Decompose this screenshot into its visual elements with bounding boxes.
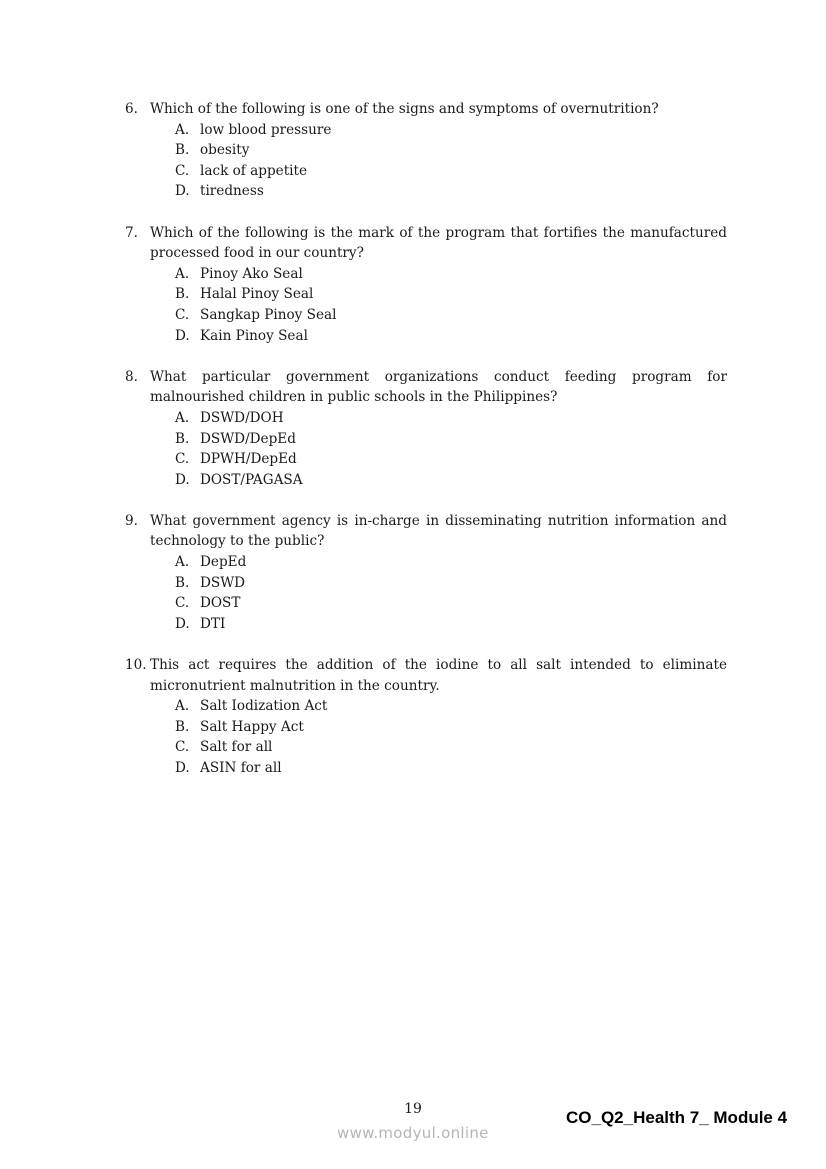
- question-number: 7.: [125, 224, 138, 241]
- option-letter: A.: [175, 554, 190, 571]
- option-letter: B.: [175, 574, 190, 591]
- option-text: DepEd: [200, 554, 247, 571]
- question-stem: [125, 511, 727, 552]
- option-letter: C.: [175, 739, 190, 756]
- question-stem: [125, 367, 727, 408]
- question-7: [125, 223, 727, 347]
- page-number: 19: [404, 1101, 422, 1117]
- question-list: [125, 99, 727, 799]
- option-text: DPWH/DepEd: [200, 451, 297, 468]
- answer-option: [125, 305, 727, 326]
- option-letter: C.: [175, 306, 190, 323]
- question-stem: [125, 223, 727, 264]
- question-text: Which of the following is one of the signs and symptoms of overnutrition?: [150, 101, 659, 117]
- question-text: This act requires the addition of the iodine to all salt intended to eliminate micronutrient malnutrition in the country.: [150, 657, 727, 694]
- option-text: DSWD/DOH: [200, 409, 284, 426]
- option-text: Sangkap Pinoy Seal: [200, 306, 337, 323]
- answer-option: [125, 284, 727, 305]
- option-letter: D.: [175, 760, 190, 776]
- question-text: Which of the following is the mark of the program that fortifies the manufactured processed food in our country?: [150, 224, 727, 262]
- option-letter: A.: [175, 698, 190, 715]
- answer-option: [125, 758, 727, 779]
- answer-option: [125, 120, 727, 141]
- option-text: DSWD: [200, 574, 246, 591]
- question-9: [125, 511, 727, 635]
- answer-option: [125, 181, 727, 202]
- answer-option: [125, 140, 727, 161]
- option-letter: B.: [175, 286, 190, 303]
- answer-option: [125, 573, 727, 594]
- question-stem: [125, 99, 727, 120]
- option-letter: D.: [175, 183, 190, 200]
- option-text: DOST: [200, 595, 241, 612]
- answer-option: [125, 614, 727, 635]
- option-text: lack of appetite: [200, 162, 308, 179]
- option-text: Salt Iodization Act: [200, 698, 328, 715]
- question-text: What government agency is in-charge in disseminating nutrition information and technology to the public?: [150, 512, 727, 550]
- question-6: [125, 99, 727, 202]
- option-text: Halal Pinoy Seal: [200, 286, 314, 303]
- option-text: tiredness: [200, 183, 264, 200]
- option-text: low blood pressure: [200, 121, 332, 138]
- option-letter: A.: [175, 121, 190, 138]
- answer-option: [125, 696, 727, 717]
- option-text: Pinoy Ako Seal: [200, 265, 303, 282]
- option-letter: C.: [175, 162, 190, 179]
- option-text: Salt Happy Act: [200, 718, 304, 735]
- option-text: Kain Pinoy Seal: [200, 327, 308, 344]
- option-text: Salt for all: [200, 739, 273, 756]
- option-text: DOST/PAGASA: [200, 471, 303, 488]
- question-number: 9.: [125, 512, 138, 529]
- option-letter: A.: [175, 265, 190, 282]
- answer-option: [125, 737, 727, 758]
- question-number: 6.: [125, 101, 138, 117]
- option-text: obesity: [200, 142, 250, 159]
- option-letter: B.: [175, 430, 190, 447]
- option-text: ASIN for all: [200, 760, 282, 776]
- answer-option: [125, 429, 727, 450]
- watermark: www.modyul.online: [337, 1124, 489, 1142]
- answer-option: [125, 449, 727, 470]
- question-text: What particular government organizations conduct feeding program for malnourished children in public schools in the Philippines?: [150, 368, 727, 406]
- option-letter: C.: [175, 451, 190, 468]
- option-letter: B.: [175, 718, 190, 735]
- option-letter: D.: [175, 327, 190, 344]
- answer-option: [125, 408, 727, 429]
- answer-option: [125, 470, 727, 491]
- option-letter: A.: [175, 409, 190, 426]
- answer-option: [125, 161, 727, 182]
- question-8: [125, 367, 727, 491]
- option-text: DTI: [200, 615, 226, 632]
- answer-option: [125, 552, 727, 573]
- answer-option: [125, 264, 727, 285]
- question-number: 8.: [125, 368, 138, 385]
- answer-option: [125, 593, 727, 614]
- option-text: DSWD/DepEd: [200, 430, 296, 447]
- question-number: 10.: [125, 657, 147, 674]
- option-letter: C.: [175, 595, 190, 612]
- option-letter: B.: [175, 142, 190, 159]
- option-letter: D.: [175, 471, 190, 488]
- question-10: [125, 655, 727, 779]
- module-label: CO_Q2_Health 7_ Module 4: [566, 1108, 788, 1127]
- answer-option: [125, 717, 727, 738]
- option-letter: D.: [175, 615, 190, 632]
- answer-option: [125, 326, 727, 347]
- question-stem: [125, 655, 727, 696]
